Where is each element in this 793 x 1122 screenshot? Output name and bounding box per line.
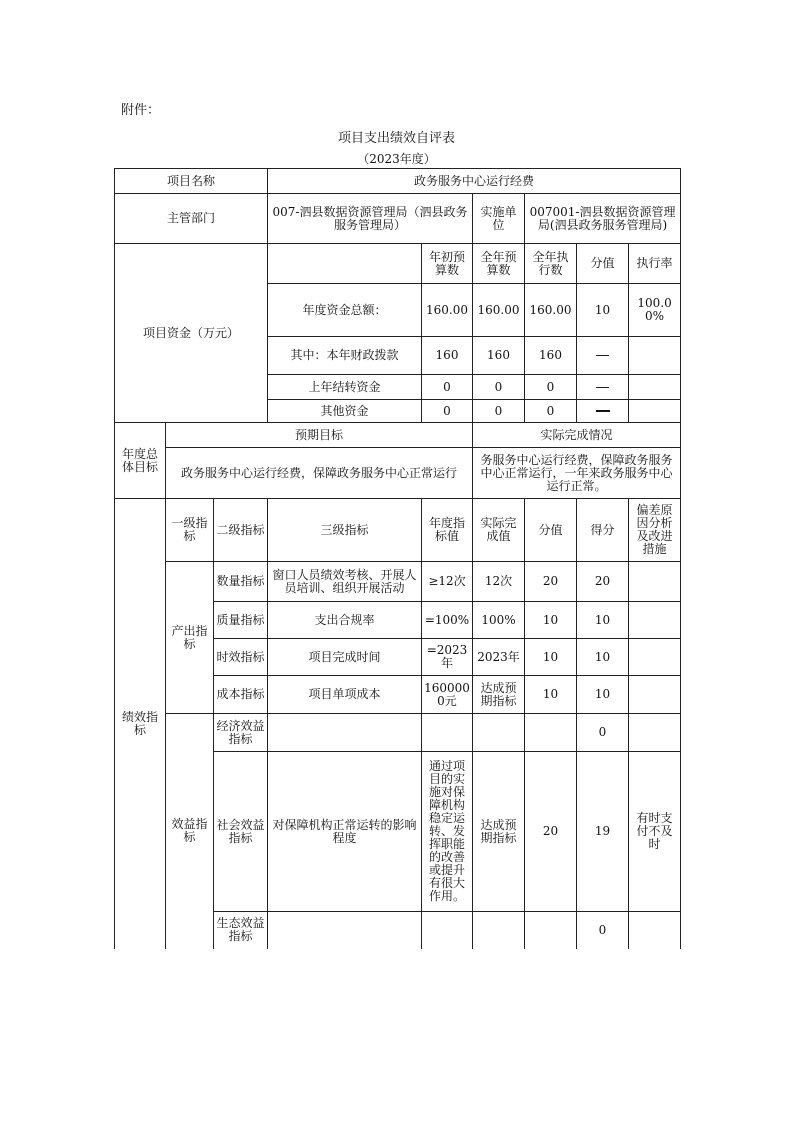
perf-score-value: 10 [525,676,577,714]
perf-target: =100% [422,602,473,639]
perf-score-value: 10 [525,602,577,639]
perf-actual: 12次 [473,562,525,602]
perf-actual: 达成预期指标 [473,752,525,912]
perf-level3: 对保障机构正常运转的影响程度 [268,752,422,912]
funds-cell: 0 [473,375,525,400]
funds-cell: 0 [525,400,577,423]
funds-cell: 10 [577,284,629,337]
perf-level2: 经济效益指标 [214,714,268,752]
perf-score-value: 20 [525,752,577,912]
funds-cell: 160.00 [473,284,525,337]
perf-level2: 社会效益指标 [214,752,268,912]
perf-actual: 2023年 [473,639,525,676]
perf-header-deviation: 偏差原因分析及改进措施 [629,499,681,562]
perf-deviation [629,639,681,676]
impl-label: 实施单位 [473,194,525,244]
funds-header-initial: 年初预算数 [422,244,473,284]
self-evaluation-table [114,168,681,949]
perf-header-level3: 三级指标 [268,499,422,562]
perf-header-actual: 实际完成值 [473,499,525,562]
performance-section-label: 绩效指标 [115,499,166,949]
goals-actual-header: 实际完成情况 [473,423,681,448]
perf-score-value [525,714,577,752]
form-title: 项目支出绩效自评表 [337,131,455,146]
benefit-indicator-label: 效益指标 [166,714,214,949]
form-year: （2023年度） [357,152,436,166]
funds-cell: 160 [422,337,473,375]
funds-row-label: 上年结转资金 [268,375,422,400]
project-name-value: 政务服务中心运行经费 [268,169,681,194]
perf-header-target: 年度指标值 [422,499,473,562]
funds-section-label: 项目资金（万元） [115,244,268,423]
perf-actual: 100% [473,602,525,639]
dept-label: 主管部门 [115,194,268,244]
perf-target: ≥12次 [422,562,473,602]
perf-level2: 时效指标 [214,639,268,676]
goals-expected-header: 预期目标 [166,423,473,448]
perf-score-value: 20 [525,562,577,602]
funds-cell [629,375,681,400]
dept-value: 007-泗县数据资源管理局（泗县政务服务管理局） [268,194,473,244]
funds-cell: 160.00 [422,284,473,337]
funds-cell: 0 [473,400,525,423]
perf-level2: 数量指标 [214,562,268,602]
perf-header-level1: 一级指标 [166,499,214,562]
perf-header-level2: 二级指标 [214,499,268,562]
perf-score: 10 [577,639,629,676]
perf-target: 通过项目的实施对保障机构稳定运转、发挥职能的改善或提升有很大作用。 [422,752,473,912]
goals-section-label: 年度总体目标 [115,423,166,499]
perf-score: 10 [577,602,629,639]
perf-level2: 质量指标 [214,602,268,639]
funds-cell: 0 [525,375,577,400]
perf-deviation [629,676,681,714]
perf-actual: 达成预期指标 [473,676,525,714]
perf-level3: 项目单项成本 [268,676,422,714]
funds-header-executed: 全年执行数 [525,244,577,284]
perf-deviation [629,714,681,752]
funds-cell: 160 [473,337,525,375]
funds-header-score-value: 分值 [577,244,629,284]
perf-level3 [268,912,422,949]
funds-cell [629,337,681,375]
project-name-label: 项目名称 [115,169,268,194]
funds-cell: 160.00 [525,284,577,337]
dash-mark [596,410,610,412]
funds-cell: 0 [422,400,473,423]
perf-target: 1600000元 [422,676,473,714]
perf-target [422,912,473,949]
perf-actual [473,912,525,949]
dash-mark [596,387,609,388]
perf-target: =2023年 [422,639,473,676]
impl-value: 007001-泗县数据资源管理局(泗县政务服务管理局) [525,194,681,244]
perf-score: 10 [577,676,629,714]
funds-row-label: 其中：本年财政拨款 [268,337,422,375]
perf-level3: 项目完成时间 [268,639,422,676]
perf-level3 [268,714,422,752]
perf-level3: 支出合规率 [268,602,422,639]
perf-deviation: 有时支付不及时 [629,752,681,912]
perf-level2: 生态效益指标 [214,912,268,949]
funds-cell: 100.00% [629,284,681,337]
funds-header-rate: 执行率 [629,244,681,284]
perf-level2: 成本指标 [214,676,268,714]
output-indicator-label: 产出指标 [166,562,214,714]
funds-cell [577,337,629,375]
perf-score-value: 10 [525,639,577,676]
perf-score: 0 [577,912,629,949]
perf-deviation [629,602,681,639]
goals-expected-text: 政务服务中心运行经费，保障政务服务中心正常运行 [166,448,473,499]
perf-score: 0 [577,714,629,752]
perf-score-value [525,912,577,949]
funds-header-blank [268,244,422,284]
funds-cell: 160 [525,337,577,375]
funds-cell: 0 [422,375,473,400]
perf-header-score-value: 分值 [525,499,577,562]
funds-cell [629,400,681,423]
funds-cell [577,375,629,400]
perf-target [422,714,473,752]
goals-actual-text: 务服务中心运行经费，保障政务服务中心正常运行，一年来政务服务中心运行正常。 [473,448,681,499]
dash-mark [596,355,609,356]
table-row [115,562,681,602]
funds-cell [577,400,629,423]
funds-row-label: 年度资金总额： [268,284,422,337]
perf-score: 20 [577,562,629,602]
table-row [115,714,681,752]
perf-deviation [629,562,681,602]
funds-header-annual: 全年预算数 [473,244,525,284]
attachment-label: 附件： [121,103,161,118]
perf-score: 19 [577,752,629,912]
perf-header-score: 得分 [577,499,629,562]
perf-deviation [629,912,681,949]
funds-row-label: 其他资金 [268,400,422,423]
perf-level3: 窗口人员绩效考核、开展人员培训、组织开展活动 [268,562,422,602]
perf-actual [473,714,525,752]
